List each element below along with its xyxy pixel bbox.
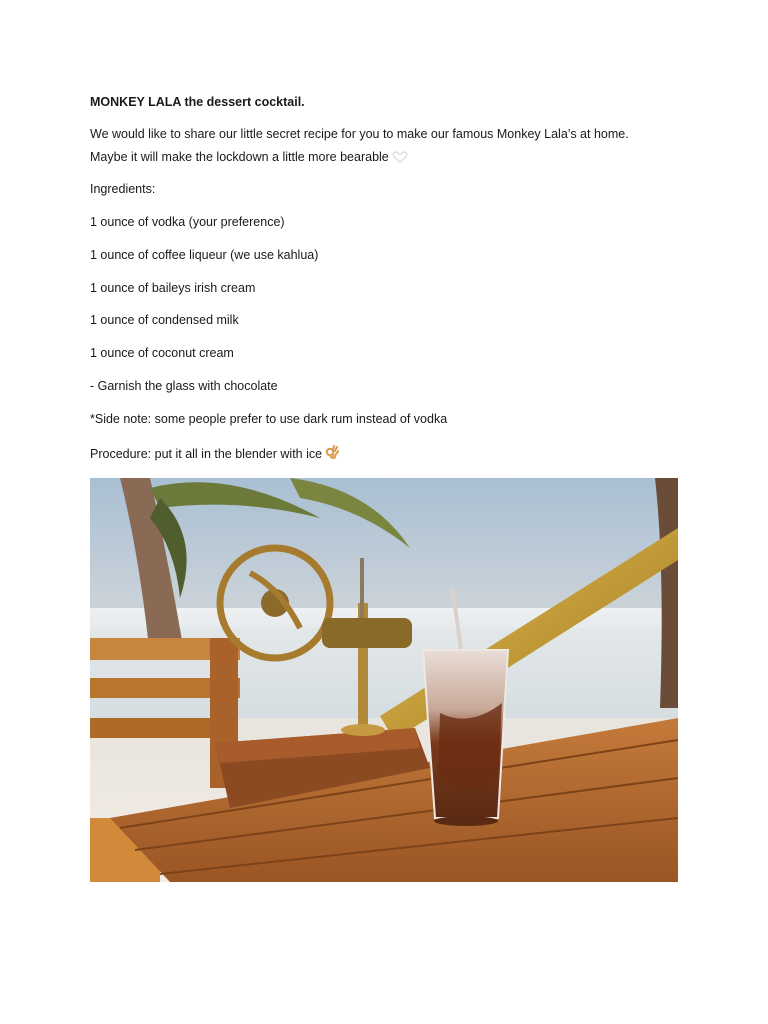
cocktail-photo (90, 478, 678, 882)
ingredients-heading: Ingredients: (90, 182, 156, 196)
side-note: *Side note: some people prefer to use dark rum instead of vodka (90, 412, 448, 426)
ok-hand-icon (325, 445, 339, 461)
ingredient-item: 1 ounce of condensed milk (90, 313, 239, 327)
garnish-note: - Garnish the glass with chocolate (90, 379, 278, 393)
ingredient-item: 1 ounce of vodka (your preference) (90, 215, 285, 229)
procedure-line (90, 445, 690, 463)
white-heart-icon (392, 150, 408, 162)
intro-line-2: Maybe it will make the lockdown a little more bearable (90, 150, 389, 164)
recipe-title: MONKEY LALA the dessert cocktail. (90, 95, 305, 109)
intro-line-2-container (90, 148, 690, 166)
intro-line-1: We would like to share our little secret recipe for you to make our famous Monkey Lala’s at home. (90, 127, 629, 141)
ingredient-item: 1 ounce of coconut cream (90, 346, 234, 360)
procedure-text: Procedure: put it all in the blender with ice (90, 447, 323, 461)
ingredient-item: 1 ounce of coffee liqueur (we use kahlua) (90, 248, 319, 262)
ingredient-item: 1 ounce of baileys irish cream (90, 281, 256, 295)
